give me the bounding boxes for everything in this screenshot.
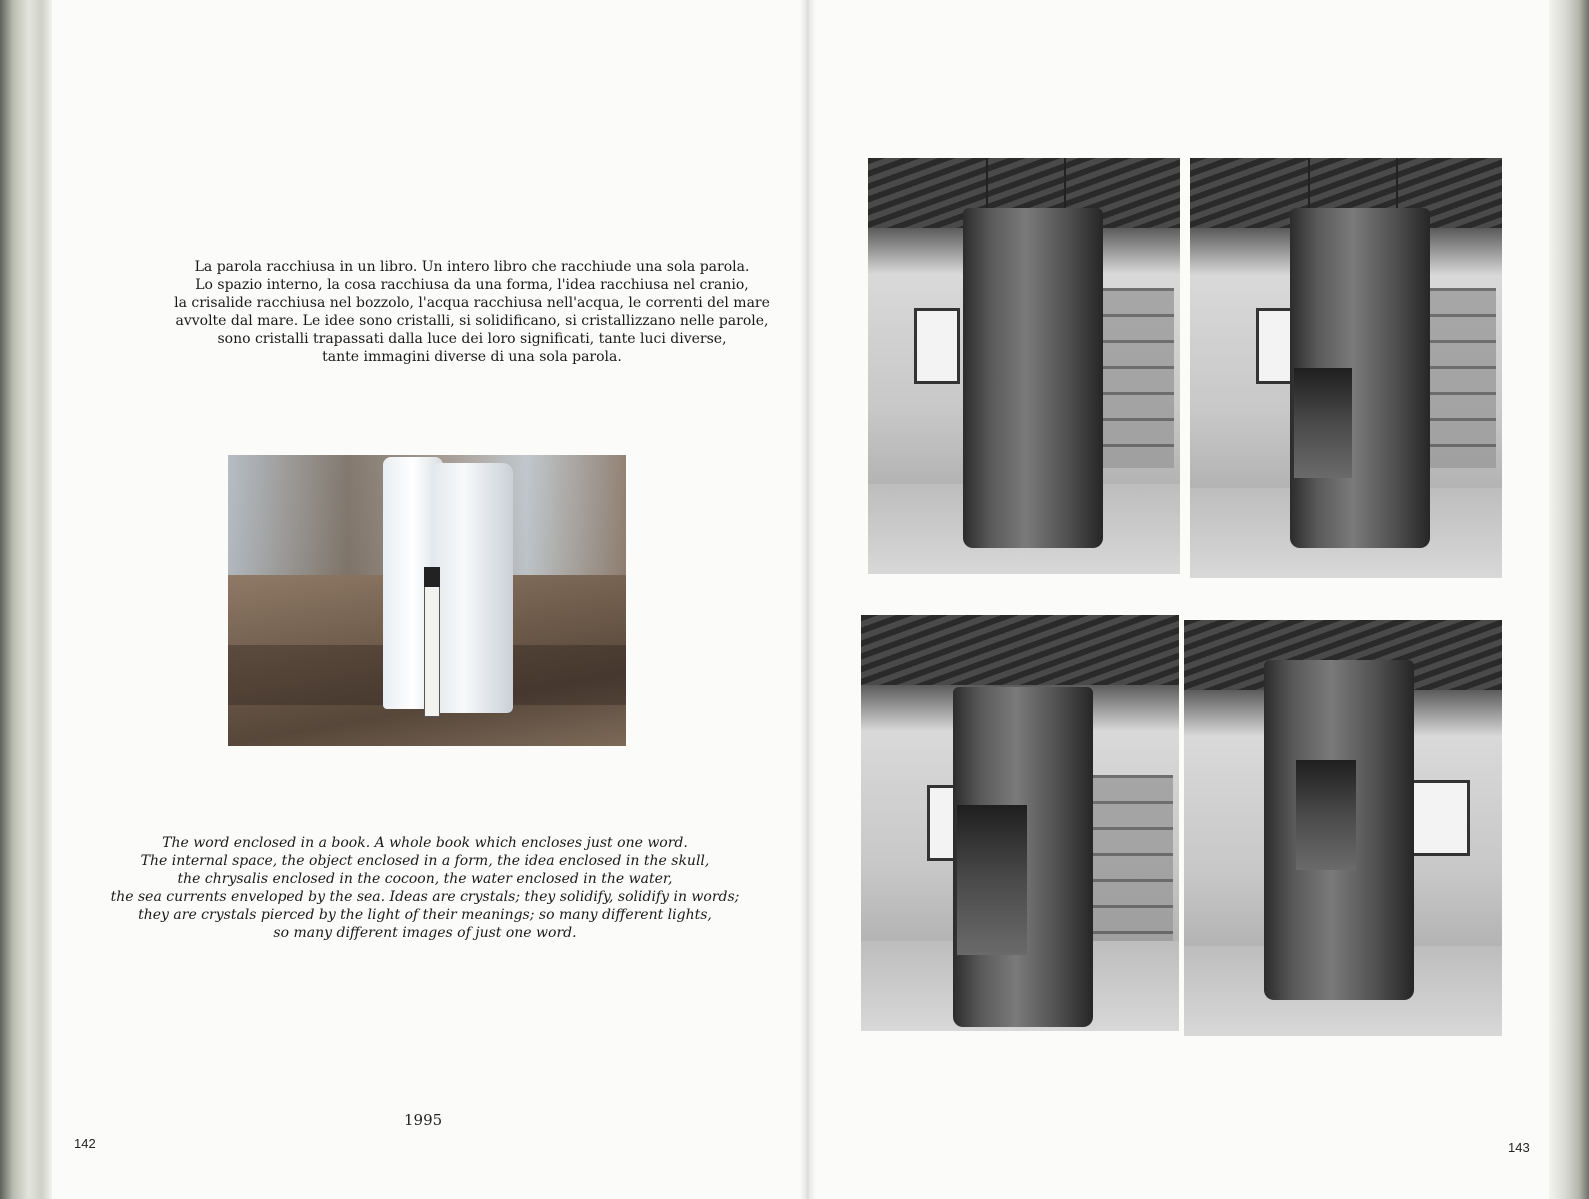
italian-line: La parola racchiusa in un libro. Un intero libro che racchiude una sola parola. [194,259,750,275]
italian-line: sono cristalli trapassati dalla luce dei loro significati, tante luci diverse, [217,331,727,347]
italian-text-block [152,258,792,366]
photo-trunk-4 [1184,620,1502,1036]
english-line: The internal space, the object enclosed in a form, the idea enclosed in the skull, [140,853,710,869]
italian-line: avvolte dal mare. Le idee sono cristalli, si solidificano, si cristallizzano nelle parole, [175,313,769,329]
page-number-right: 143 [1508,1140,1530,1155]
left-page [52,0,808,1199]
right-page [808,0,1549,1199]
year-label: 1995 [404,1111,443,1129]
book-spine [424,567,440,717]
page-number-left: 142 [74,1136,96,1151]
photo-trunk-2 [1190,158,1502,578]
english-line: they are crystals pierced by the light of their meanings; so many different lights, [138,907,712,923]
italian-line: Lo spazio interno, la cosa racchiusa da una forma, l'idea racchiusa nel cranio, [195,277,749,293]
italian-line: tante immagini diverse di una sola parola. [322,349,622,365]
book-edge-right [1549,0,1589,1199]
photo-trunk-1 [868,158,1180,574]
english-line: the sea currents enveloped by the sea. Ideas are crystals; they solidify, solidify in words; [110,889,740,905]
book-edge-left [0,0,52,1199]
book-gutter [800,0,816,1199]
photo-trunk-3 [861,615,1179,1031]
crystal-right [431,463,513,713]
crystal-book-photo [228,455,626,746]
english-line: so many different images of just one word. [273,925,577,941]
english-text-block [90,834,760,942]
english-line: The word enclosed in a book. A whole book which encloses just one word. [162,835,688,851]
english-line: the chrysalis enclosed in the cocoon, the water enclosed in the water, [177,871,673,887]
italian-line: la crisalide racchiusa nel bozzolo, l'acqua racchiusa nell'acqua, le correnti del mare [174,295,770,311]
